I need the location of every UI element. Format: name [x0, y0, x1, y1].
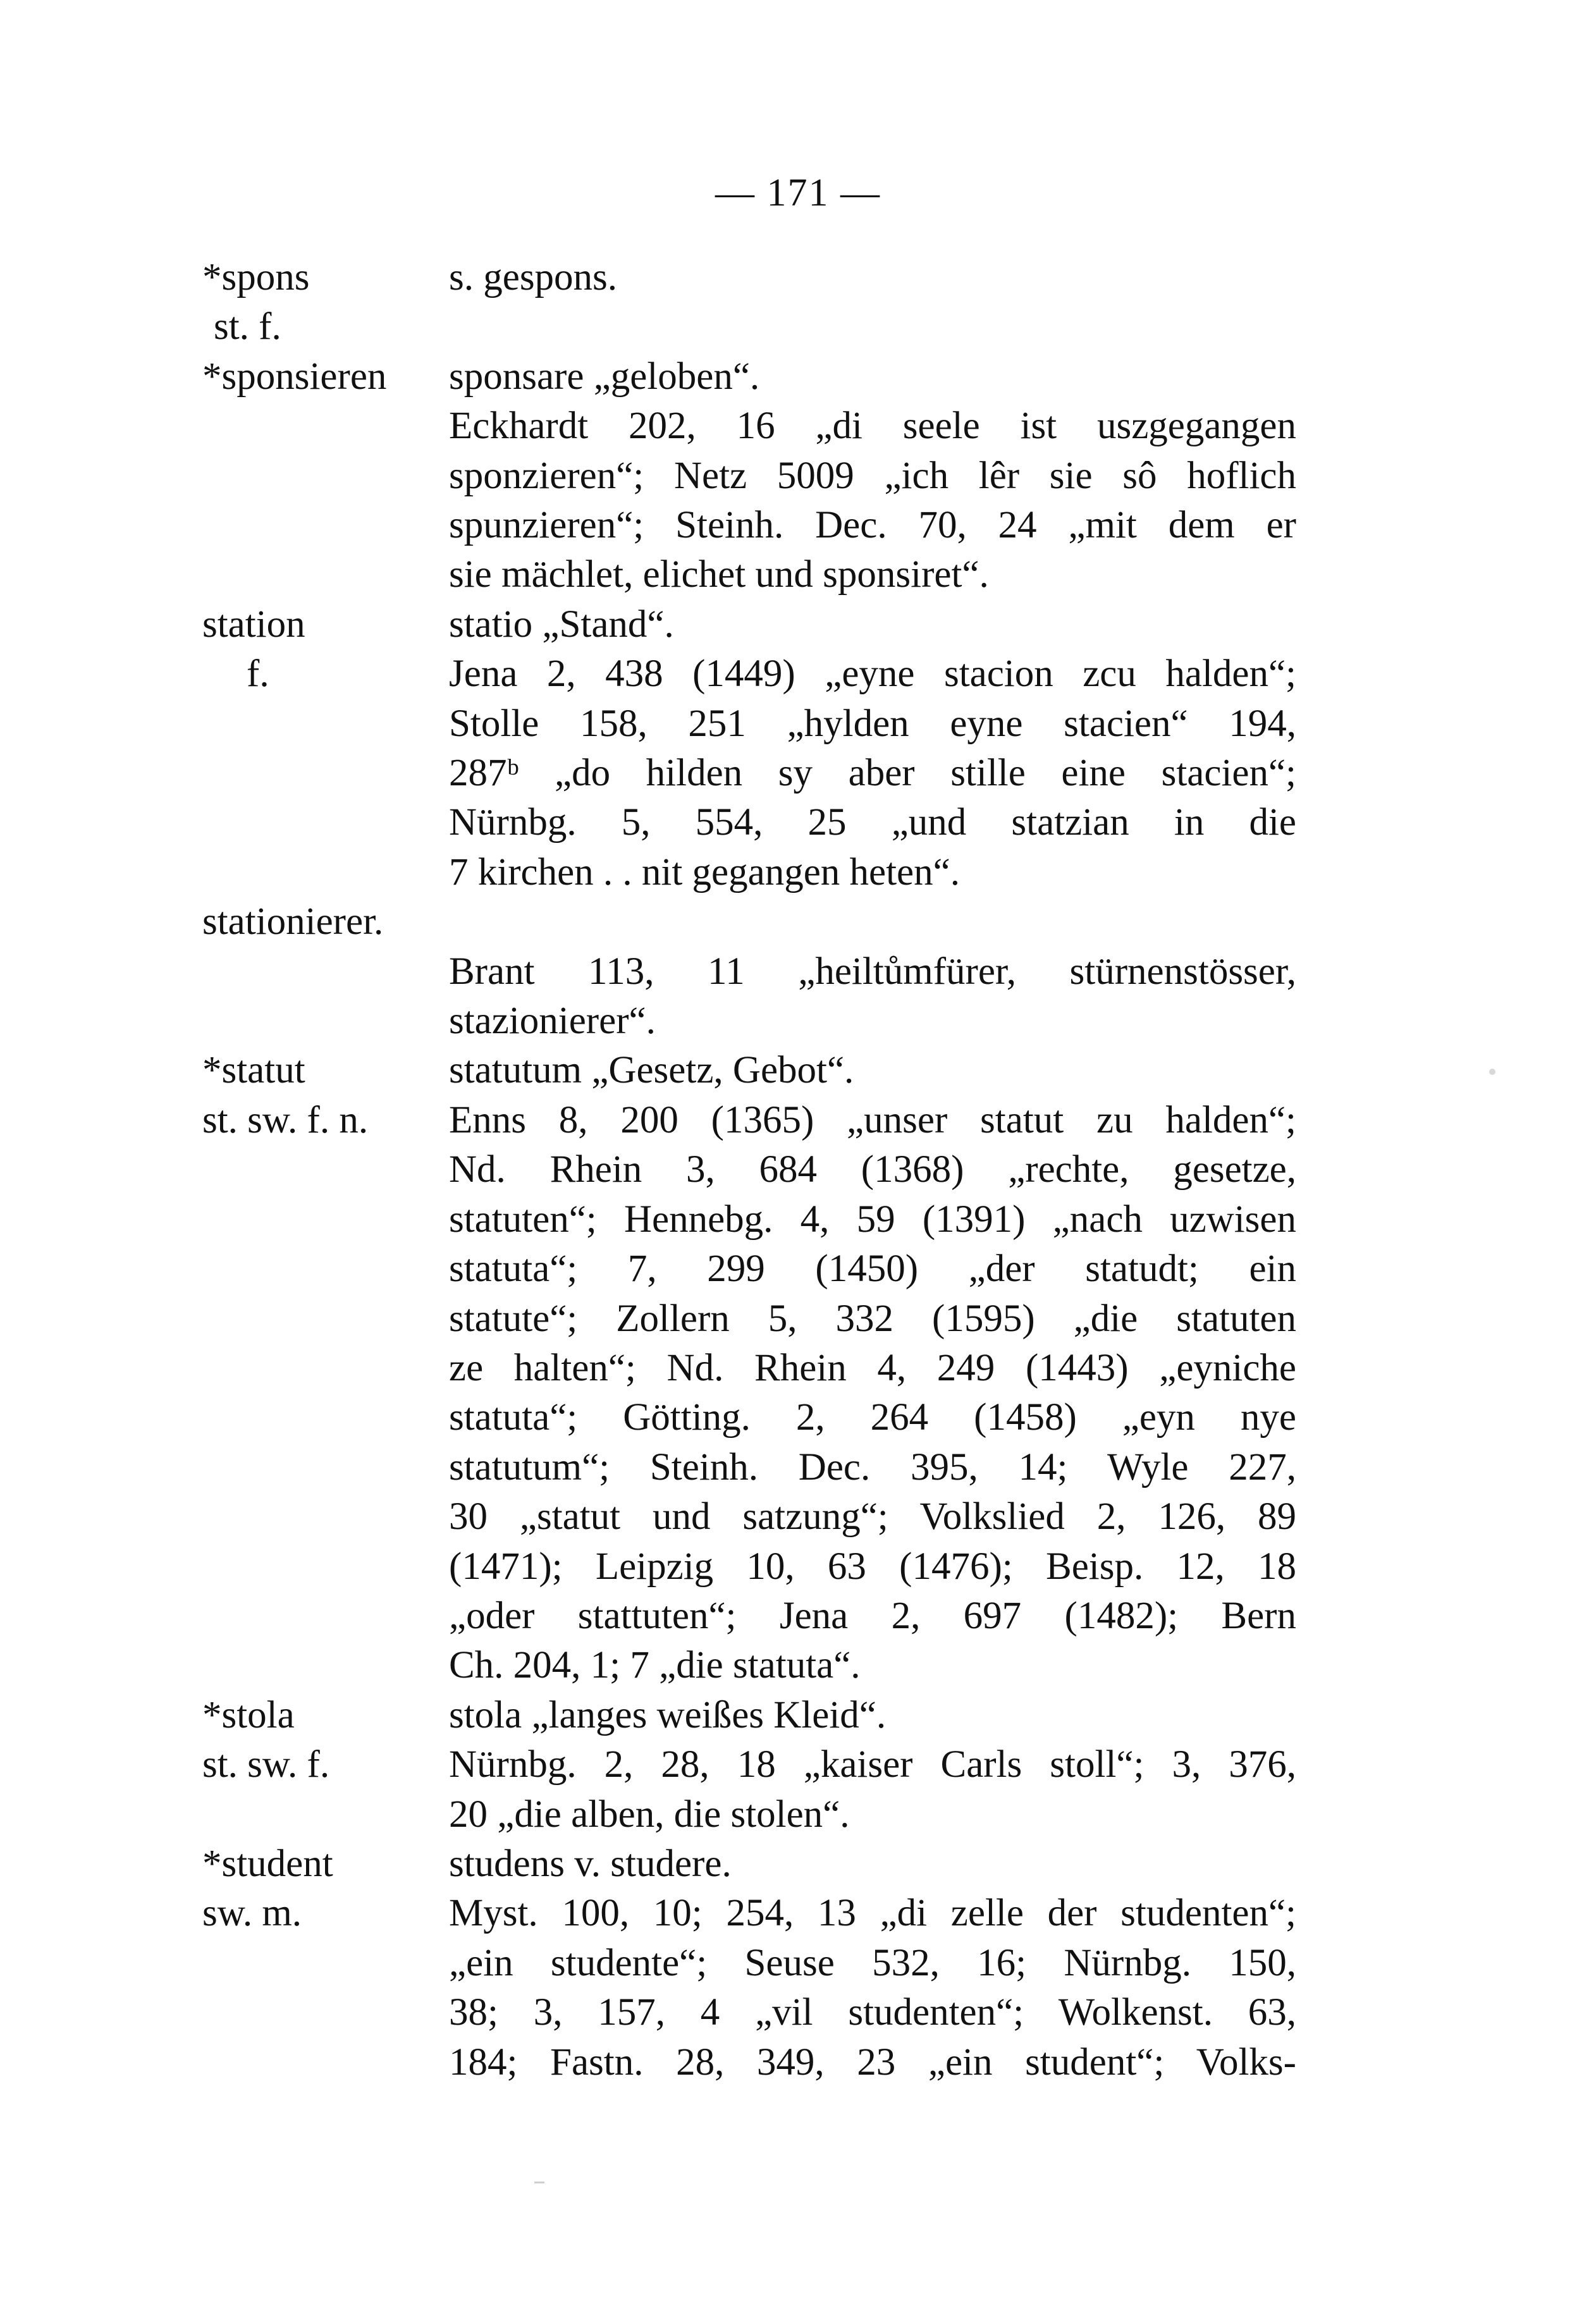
dictionary-entry: [202, 1046, 1296, 1690]
dictionary-entry: [202, 1691, 1296, 1839]
entry-lemma: [202, 1691, 449, 1839]
entry-line: Myst. 100, 10; 254, 13 „di zelle der studenten“;: [449, 1892, 1296, 1935]
entry-line: statuta“; Götting. 2, 264 (1458) „eyn nye: [449, 1396, 1296, 1439]
entry-line: statute“; Zollern 5, 332 (1595) „die statuten: [449, 1297, 1296, 1340]
lemma-headword: stationierer.: [202, 900, 384, 943]
entry-lemma: [202, 1839, 449, 2087]
entry-line: Nürnbg. 2, 28, 18 „kaiser Carls stoll“; 3, 376,: [449, 1743, 1296, 1786]
entry-line: sponsare „geloben“.: [449, 355, 760, 398]
entry-line: sponzieren“; Netz 5009 „ich lêr sie sô hoflich: [449, 454, 1296, 497]
entry-line: 184; Fastn. 28, 349, 23 „ein student“; Volks-: [449, 2041, 1296, 2084]
dictionary-entry: [202, 352, 1296, 600]
entry-line: Eckhardt 202, 16 „di seele ist uszgegangen: [449, 405, 1296, 448]
scan-speck: [1489, 1069, 1495, 1075]
entry-body: [449, 1046, 1296, 1690]
entry-line: Enns 8, 200 (1365) „unser statut zu halden“;: [449, 1098, 1296, 1141]
entry-body: [449, 600, 1296, 897]
entry-line: 20 „die alben, die stolen“.: [449, 1793, 850, 1836]
entry-line: (1471); Leipzig 10, 63 (1476); Beisp. 12, 18: [449, 1545, 1296, 1588]
scan-mark: [534, 2182, 544, 2183]
entry-lemma: [202, 600, 449, 897]
dictionary-entry: [202, 253, 1296, 352]
dictionary-entry: [202, 1839, 1296, 2087]
entry-line: „ein studente“; Seuse 532, 16; Nürnbg. 150,: [449, 1941, 1296, 1984]
entry-line: ze halten“; Nd. Rhein 4, 249 (1443) „eyniche: [449, 1346, 1296, 1389]
lemma-headword: *student: [202, 1842, 333, 1885]
entry-line: Jena 2, 438 (1449) „eyne stacion zcu halden“;: [449, 653, 1296, 696]
entry-body: [449, 253, 1296, 352]
entry-line: „oder stattuten“; Jena 2, 697 (1482); Bern: [449, 1594, 1296, 1637]
entry-line: stazionierer“.: [449, 1000, 656, 1043]
entry-body: [449, 1839, 1296, 2087]
entry-lemma: [202, 253, 449, 352]
entry-lemma: [202, 1046, 449, 1690]
entry-line: s. gespons.: [449, 256, 618, 298]
entry-body: [449, 352, 1296, 600]
entry-body: [449, 1691, 1296, 1839]
lemma-headword: *statut: [202, 1049, 305, 1092]
lemma-grammar: st. sw. f.: [202, 1743, 330, 1786]
entry-line: statutum „Gesetz, Gebot“.: [449, 1049, 854, 1092]
entry-line: 30 „statut und satzung“; Volkslied 2, 126, 89: [449, 1495, 1296, 1538]
entry-line: Brant 113, 11 „heiltůmfürer, stürnenstösser,: [449, 950, 1296, 993]
entry-body: [449, 897, 1296, 1046]
lemma-grammar: st. f.: [214, 305, 281, 348]
entry-line: statuten“; Hennebg. 4, 59 (1391) „nach uzwisen: [449, 1198, 1296, 1241]
entry-line: statutum“; Steinh. Dec. 395, 14; Wyle 227,: [449, 1445, 1296, 1488]
lemma-grammar: st. sw. f. n.: [202, 1098, 369, 1141]
lemma-grammar: f.: [247, 653, 269, 696]
entry-line: Ch. 204, 1; 7 „die statuta“.: [449, 1644, 861, 1687]
dictionary-entries: [202, 253, 1296, 2087]
entry-line: 38; 3, 157, 4 „vil studenten“; Wolkenst. 63,: [449, 1991, 1296, 2034]
entry-line: statuta“; 7, 299 (1450) „der statudt; ein: [449, 1248, 1296, 1291]
dictionary-entry: [202, 600, 1296, 897]
entry-line: Nd. Rhein 3, 684 (1368) „rechte, gesetze,: [449, 1148, 1296, 1191]
entry-line: Stolle 158, 251 „hylden eyne stacien“ 194,: [449, 702, 1296, 745]
entry-line: 287ᵇ „do hilden sy aber stille eine stacien“;: [449, 752, 1296, 795]
entry-spacer: [449, 897, 1296, 947]
entry-line: spunzieren“; Steinh. Dec. 70, 24 „mit dem er: [449, 504, 1296, 547]
page-number: — 171 —: [715, 171, 881, 214]
entry-line: statio „Stand“.: [449, 603, 674, 646]
entry-line: sie mächlet, elichet und sponsiret“.: [449, 553, 989, 596]
lemma-headword: *spons: [202, 256, 310, 298]
lemma-headword: *stola: [202, 1693, 295, 1736]
lemma-headword: *sponsieren: [202, 355, 387, 398]
entry-line: stola „langes weißes Kleid“.: [449, 1693, 887, 1736]
entry-line: Nürnbg. 5, 554, 25 „und statzian in die: [449, 801, 1296, 844]
entry-line: 7 kirchen . . nit gegangen heten“.: [449, 850, 960, 893]
dictionary-entry: [202, 897, 1296, 1046]
entry-lemma: [202, 352, 449, 600]
lemma-grammar: sw. m.: [202, 1892, 302, 1935]
lemma-headword: station: [202, 603, 305, 646]
entry-lemma: [202, 897, 449, 1046]
entry-line: studens v. studere.: [449, 1842, 732, 1885]
